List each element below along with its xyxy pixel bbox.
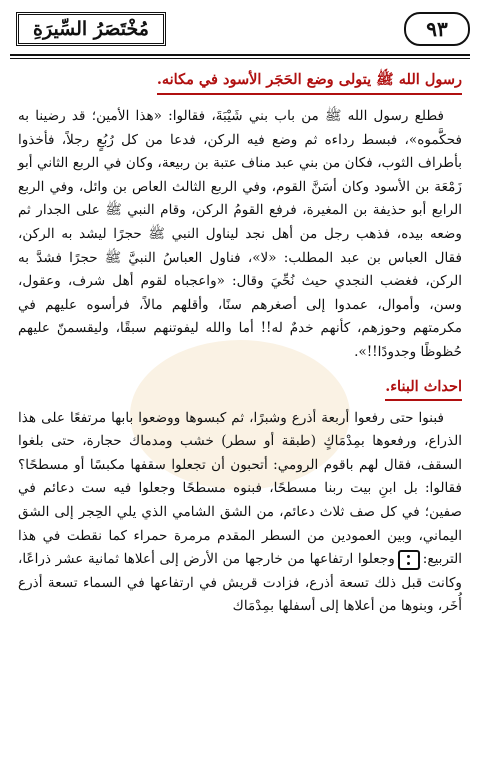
header-rule [10,54,470,56]
paragraph-construction-a: فبنوا حتى رفعوا أربعة أذرع وشبرًا، ثم كبسوها ووضعوا بابها مرتفعًا على هذا الذراع، ورفعوها بمِدْمَاكٍ (طبقة أو سطر) خشب ومدماك حجارة، حتى بلغوا السقف، فقال لهم باقوم الرومي: أتحبون أن تجعلوا سقفها مكبسًا أو مسطحًا؟ فقالوا: بل ابنِ بيت ربنا مسطحًا، فبنوه مسطحًا وجعلوا فيه ست دعائم في صفين؛ في كل صف ثلاث دعائم، من الشق الشامي الذي يلي الحِجر إلى الشق اليماني، وبين العمودين من السطر المقدم مرمرة حمراء كما نقطت في هذا التربيع: [18,409,462,568]
paragraph-construction-b: وجعلوا ارتفاعها من خارجها من الأرض إلى أعلاها ثمانية عشر ذراعًا، وكانت قبل ذلك تسعة أذرع، فزادت قريش في ارتفاعها في السماء تسعة أذرع أُخَر، وبنوها من أعلاها إلى أسفلها بمِدْمَاك [18,551,462,615]
paragraph-construction [18,407,462,619]
page-content [18,68,462,619]
header-rule-thin [10,58,470,59]
page-header [10,10,470,48]
section-heading-construction: احداث البناء. [385,375,462,401]
book-title: مُخْتَصَرُ السِّيرَةِ [16,12,166,46]
page-number: ٩٣ [404,12,470,46]
marble-square-diagram [398,550,420,570]
section-heading-black-stone: رسول الله ﷺ يتولى وضع الحَجَر الأسود في مكانه. [157,68,462,95]
paragraph-black-stone: فطلع رسول الله ﷺ من باب بني شَيْبَةَ، فقالوا: «هذا الأمين؛ قد رضينا به فحكَّموه»، فبسط رداءه ثم وضع فيه الركن، فدعا من كل رُبُعٍ رجلاً، فأخذوا بأطراف الثوب، فكان من بني عبد مناف عتبة بن ربيعة، وكان في الربع الثاني أبو زَمْعَة بن الأسود وكان أسَنَّ القوم، وفي الربع الثالث العاص بن وائل، وفي الربع الرابع أبو حذيفة بن المغيرة، فرفع القومُ الركن، وقام النبي ﷺ على الجدار ثم وضعه بيده، فذهب رجل من أهل نجد ليناول النبي ﷺ حجرًا ليشد به الركن، فقال العباس بن عبد المطلب: «لا»، فناول العباسُ النبيَّ ﷺ حجرًا فشدَّ به الركن، فغضب النجدي حيث نُحِّيَ وقال: «واعجباه لقوم أهل شرف، وعقول، وسن، وأموال، عمدوا إلى أصغرهم سنًا، وأقلهم مالاً، فرأسوه عليهم في مكرمتهم وحوزهم، كأنهم خدمٌ له!! أما والله ليفوتنهم سبقًا، وليقسمنّ عليهم حُظوظًا وجدودًا!!». [18,108,462,360]
